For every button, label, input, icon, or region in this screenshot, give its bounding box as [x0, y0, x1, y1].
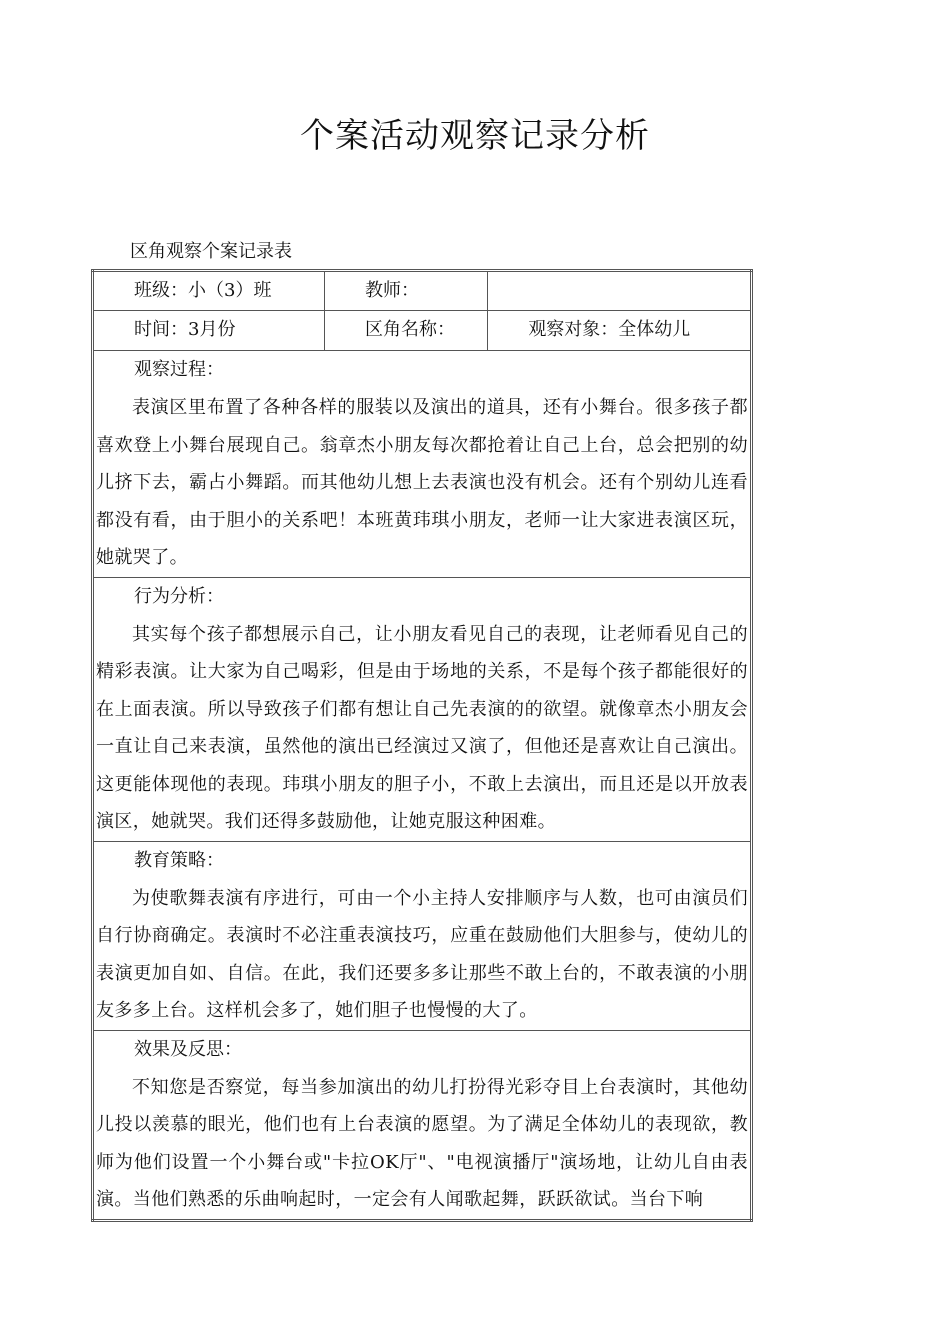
process-section	[93, 351, 752, 578]
reflection-heading: 效果及反思：	[134, 1038, 242, 1060]
teacher-value-cell	[488, 271, 752, 311]
table-caption: 区角观察个案记录表	[130, 241, 292, 262]
target-cell	[488, 311, 752, 351]
strategy-heading: 教育策略：	[134, 849, 224, 871]
reflection-body: 不知您是否察觉，每当参加演出的幼儿打扮得光彩夺目上台表演时，其他幼儿投以羡慕的眼光，他们也有上台表演的愿望。为了满足全体幼儿的表现欲，教师为他们设置一个小舞台或"卡拉OK厅"、"电视演播厅"演场地，让幼儿自由表演。当他们熟悉的乐曲响起时，一定会有人闻歌起舞，跃跃欲试。当台下响	[96, 1076, 748, 1210]
time-label: 时间：3月份	[134, 319, 236, 340]
class-label: 班级：小（3）班	[134, 280, 272, 301]
teacher-label: 教师：	[364, 280, 419, 301]
table-row	[93, 351, 752, 578]
target-label: 观察对象：全体幼儿	[528, 319, 691, 340]
table-row	[93, 841, 752, 1030]
analysis-body: 其实每个孩子都想展示自己，让小朋友看见自己的表现，让老师看见自己的精彩表演。让大家为自己喝彩，但是由于场地的关系，不是每个孩子都能很好的在上面表演。所以导致孩子们都有想让自己先表演的的欲望。就像章杰小朋友会一直让自己来表演，虽然他的演出已经演过又演了，但他还是喜欢让自己演出。这更能体现他的表现。玮琪小朋友的胆子小，不敢上去演出，而且还是以开放表演区，她就哭。我们还得多鼓励他，让她克服这种困难。	[96, 623, 748, 832]
reflection-section	[93, 1030, 752, 1220]
time-cell	[93, 311, 325, 351]
table-row	[93, 311, 752, 351]
table-row	[93, 1030, 752, 1220]
table-row	[93, 271, 752, 311]
page-title: 个案活动观察记录分析	[300, 116, 650, 156]
teacher-label-cell	[324, 271, 487, 311]
class-cell	[93, 271, 325, 311]
table-row	[93, 577, 752, 841]
analysis-section	[93, 577, 752, 841]
observation-record-table	[91, 269, 753, 1222]
process-heading: 观察过程：	[134, 359, 224, 380]
strategy-section	[93, 841, 752, 1030]
area-label: 区角名称：	[364, 319, 455, 340]
strategy-body: 为使歌舞表演有序进行，可由一个小主持人安排顺序与人数，也可由演员们自行协商确定。表演时不必注重表演技巧，应重在鼓励他们大胆参与，使幼儿的表演更加自如、自信。在此，我们还要多多让那些不敢上台的，不敢表演的小朋友多多上台。这样机会多了，她们胆子也慢慢的大了。	[96, 887, 748, 1021]
analysis-heading: 行为分析：	[134, 585, 224, 607]
process-body: 表演区里布置了各种各样的服装以及演出的道具，还有小舞台。很多孩子都喜欢登上小舞台展现自己。翁章杰小朋友每次都抢着让自己上台，总会把别的幼儿挤下去，霸占小舞蹈。而其他幼儿想上去表演也没有机会。还有个别幼儿连看都没有看，由于胆小的关系吧！本班黄玮琪小朋友，老师一让大家进表演区玩，她就哭了。	[96, 397, 748, 568]
area-label-cell	[324, 311, 487, 351]
